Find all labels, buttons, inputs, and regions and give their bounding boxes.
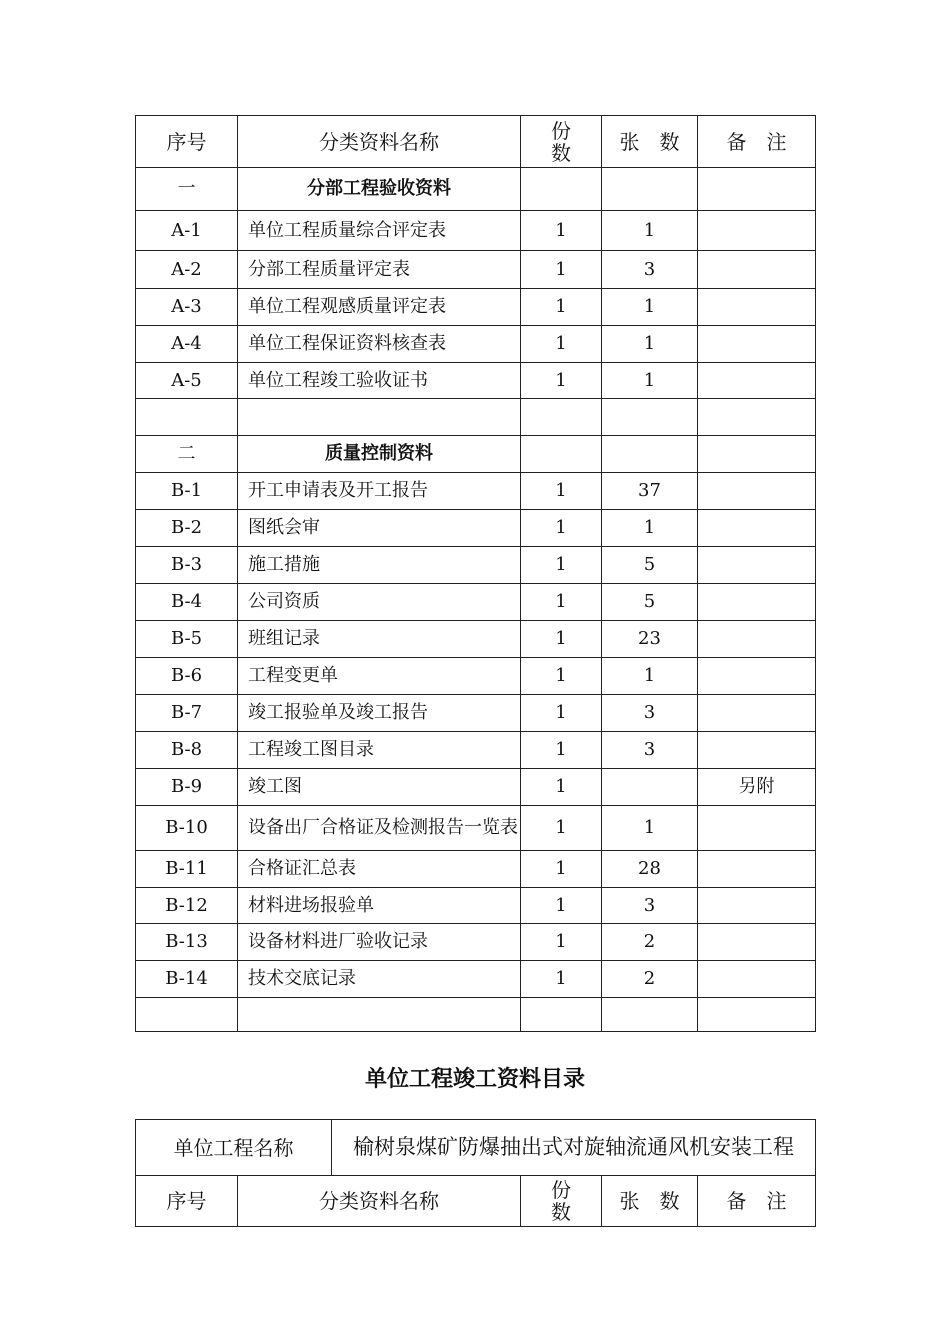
row-remarks bbox=[698, 924, 816, 961]
row-sheets: 3 bbox=[602, 251, 698, 289]
table-row bbox=[136, 399, 816, 436]
row-copies: 1 bbox=[521, 888, 602, 924]
row-name: 开工申请表及开工报告 bbox=[238, 473, 521, 510]
row-no: 一 bbox=[136, 168, 238, 211]
row-copies bbox=[521, 168, 602, 211]
row-copies: 1 bbox=[521, 473, 602, 510]
table-row bbox=[136, 888, 816, 924]
row-copies: 1 bbox=[521, 924, 602, 961]
table-row bbox=[136, 547, 816, 584]
row-sheets: 3 bbox=[602, 888, 698, 924]
row-sheets bbox=[602, 998, 698, 1032]
row-copies: 1 bbox=[521, 251, 602, 289]
section-row bbox=[136, 436, 816, 473]
row-remarks bbox=[698, 168, 816, 211]
row-copies: 1 bbox=[521, 621, 602, 658]
row-remarks bbox=[698, 399, 816, 436]
header-row bbox=[136, 116, 816, 168]
row-no: B-13 bbox=[136, 924, 238, 961]
row-copies: 1 bbox=[521, 806, 602, 851]
table-row bbox=[136, 695, 816, 732]
row-no: B-1 bbox=[136, 473, 238, 510]
row-copies: 1 bbox=[521, 547, 602, 584]
table-row bbox=[136, 289, 816, 326]
row-sheets: 23 bbox=[602, 621, 698, 658]
row-remarks bbox=[698, 211, 816, 251]
row-copies: 1 bbox=[521, 961, 602, 998]
row-sheets: 2 bbox=[602, 961, 698, 998]
row-name: 分部工程验收资料 bbox=[238, 168, 521, 211]
row-name: 图纸会审 bbox=[238, 510, 521, 547]
row-no: B-2 bbox=[136, 510, 238, 547]
row-name: 竣工图 bbox=[238, 769, 521, 806]
row-remarks: 另附 bbox=[698, 769, 816, 806]
row-no: A-2 bbox=[136, 251, 238, 289]
row-copies: 1 bbox=[521, 510, 602, 547]
row-sheets bbox=[602, 399, 698, 436]
row-sheets: 1 bbox=[602, 289, 698, 326]
row-sheets bbox=[602, 436, 698, 473]
row-no: B-14 bbox=[136, 961, 238, 998]
row-name: 班组记录 bbox=[238, 621, 521, 658]
table-row bbox=[136, 510, 816, 547]
row-name: 工程变更单 bbox=[238, 658, 521, 695]
row-sheets bbox=[602, 168, 698, 211]
row-copies: 1 bbox=[521, 769, 602, 806]
row-sheets: 28 bbox=[602, 851, 698, 888]
header-remarks: 备 注 bbox=[698, 1176, 816, 1227]
row-name: 单位工程观感质量评定表 bbox=[238, 289, 521, 326]
row-no: 二 bbox=[136, 436, 238, 473]
row-remarks bbox=[698, 473, 816, 510]
row-copies: 1 bbox=[521, 851, 602, 888]
row-sheets: 3 bbox=[602, 695, 698, 732]
row-copies: 1 bbox=[521, 695, 602, 732]
row-name: 竣工报验单及竣工报告 bbox=[238, 695, 521, 732]
row-sheets: 1 bbox=[602, 658, 698, 695]
row-sheets: 1 bbox=[602, 363, 698, 399]
row-name: 公司资质 bbox=[238, 584, 521, 621]
row-copies: 1 bbox=[521, 732, 602, 769]
table-row bbox=[136, 806, 816, 851]
header-name: 分类资料名称 bbox=[238, 116, 521, 168]
row-copies bbox=[521, 998, 602, 1032]
row-sheets: 1 bbox=[602, 510, 698, 547]
row-remarks bbox=[698, 436, 816, 473]
row-copies: 1 bbox=[521, 584, 602, 621]
row-name: 材料进场报验单 bbox=[238, 888, 521, 924]
row-name: 施工措施 bbox=[238, 547, 521, 584]
row-no: A-1 bbox=[136, 211, 238, 251]
row-no: B-12 bbox=[136, 888, 238, 924]
unit-name-label: 单位工程名称 bbox=[136, 1120, 332, 1176]
row-name: 单位工程质量综合评定表 bbox=[238, 211, 521, 251]
row-remarks bbox=[698, 888, 816, 924]
unit-name-value: 榆树泉煤矿防爆抽出式对旋轴流通风机安装工程 bbox=[332, 1120, 816, 1176]
row-sheets: 1 bbox=[602, 211, 698, 251]
row-name: 合格证汇总表 bbox=[238, 851, 521, 888]
row-remarks bbox=[698, 326, 816, 363]
row-no: B-5 bbox=[136, 621, 238, 658]
row-no: B-9 bbox=[136, 769, 238, 806]
row-name: 设备出厂合格证及检测报告一览表 bbox=[238, 806, 521, 851]
row-no: A-4 bbox=[136, 326, 238, 363]
row-copies: 1 bbox=[521, 326, 602, 363]
row-name: 工程竣工图目录 bbox=[238, 732, 521, 769]
row-name: 设备材料进厂验收记录 bbox=[238, 924, 521, 961]
row-name: 单位工程保证资料核查表 bbox=[238, 326, 521, 363]
row-name bbox=[238, 399, 521, 436]
header-no: 序号 bbox=[136, 116, 238, 168]
row-no: B-6 bbox=[136, 658, 238, 695]
row-no: B-7 bbox=[136, 695, 238, 732]
row-no: B-10 bbox=[136, 806, 238, 851]
row-remarks bbox=[698, 851, 816, 888]
table-row bbox=[136, 211, 816, 251]
row-copies bbox=[521, 436, 602, 473]
row-copies bbox=[521, 399, 602, 436]
row-name: 单位工程竣工验收证书 bbox=[238, 363, 521, 399]
table-row bbox=[136, 924, 816, 961]
row-name: 分部工程质量评定表 bbox=[238, 251, 521, 289]
row-remarks bbox=[698, 695, 816, 732]
row-no bbox=[136, 399, 238, 436]
header-no: 序号 bbox=[136, 1176, 238, 1227]
row-sheets: 1 bbox=[602, 326, 698, 363]
header-sheets: 张 数 bbox=[602, 116, 698, 168]
row-no: B-3 bbox=[136, 547, 238, 584]
row-sheets: 2 bbox=[602, 924, 698, 961]
unit-name-row bbox=[136, 1120, 816, 1176]
row-remarks bbox=[698, 510, 816, 547]
row-sheets: 1 bbox=[602, 806, 698, 851]
row-no: B-11 bbox=[136, 851, 238, 888]
row-remarks bbox=[698, 998, 816, 1032]
row-no: B-8 bbox=[136, 732, 238, 769]
row-remarks bbox=[698, 658, 816, 695]
row-remarks bbox=[698, 806, 816, 851]
table-row bbox=[136, 251, 816, 289]
row-remarks bbox=[698, 732, 816, 769]
row-name bbox=[238, 998, 521, 1032]
document-index-table bbox=[135, 115, 816, 1032]
row-remarks bbox=[698, 289, 816, 326]
header-sheets: 张 数 bbox=[602, 1176, 698, 1227]
row-no: B-4 bbox=[136, 584, 238, 621]
unit-header-table bbox=[135, 1119, 816, 1227]
header-remarks: 备 注 bbox=[698, 116, 816, 168]
row-copies: 1 bbox=[521, 289, 602, 326]
row-copies: 1 bbox=[521, 363, 602, 399]
table-row bbox=[136, 851, 816, 888]
table-row bbox=[136, 326, 816, 363]
table-row bbox=[136, 998, 816, 1032]
row-remarks bbox=[698, 547, 816, 584]
header-copies: 份数 bbox=[521, 116, 602, 168]
header-copies: 份数 bbox=[521, 1176, 602, 1227]
table-row bbox=[136, 769, 816, 806]
row-sheets: 5 bbox=[602, 547, 698, 584]
table-row bbox=[136, 621, 816, 658]
page-title: 单位工程竣工资料目录 bbox=[364, 1066, 585, 1092]
header-row bbox=[136, 1176, 816, 1227]
row-sheets bbox=[602, 769, 698, 806]
row-no bbox=[136, 998, 238, 1032]
row-sheets: 5 bbox=[602, 584, 698, 621]
row-name: 质量控制资料 bbox=[238, 436, 521, 473]
table-row bbox=[136, 961, 816, 998]
row-no: A-3 bbox=[136, 289, 238, 326]
row-remarks bbox=[698, 584, 816, 621]
header-name: 分类资料名称 bbox=[238, 1176, 521, 1227]
table-row bbox=[136, 658, 816, 695]
row-remarks bbox=[698, 251, 816, 289]
row-remarks bbox=[698, 961, 816, 998]
row-name: 技术交底记录 bbox=[238, 961, 521, 998]
table-row bbox=[136, 584, 816, 621]
table-row bbox=[136, 363, 816, 399]
row-sheets: 37 bbox=[602, 473, 698, 510]
section-row bbox=[136, 168, 816, 211]
row-no: A-5 bbox=[136, 363, 238, 399]
row-copies: 1 bbox=[521, 658, 602, 695]
table-row bbox=[136, 473, 816, 510]
row-copies: 1 bbox=[521, 211, 602, 251]
row-remarks bbox=[698, 621, 816, 658]
row-sheets: 3 bbox=[602, 732, 698, 769]
row-remarks bbox=[698, 363, 816, 399]
table-row bbox=[136, 732, 816, 769]
